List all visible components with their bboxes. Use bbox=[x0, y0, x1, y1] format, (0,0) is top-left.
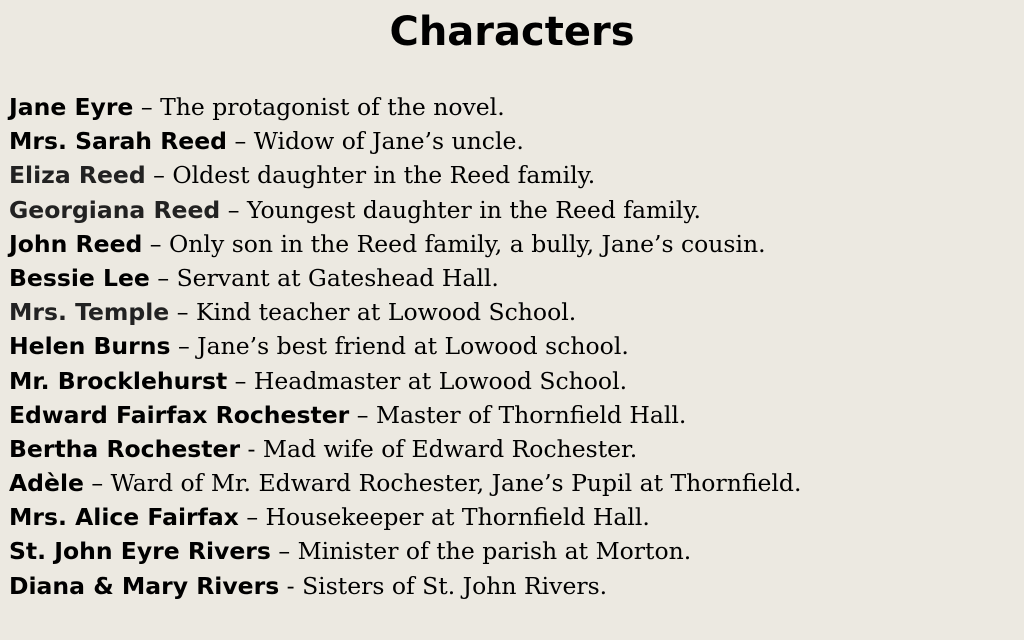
slide-title: Characters bbox=[389, 9, 635, 55]
character-description: Mad wife of Edward Rochester. bbox=[262, 434, 638, 463]
separator: – bbox=[170, 332, 198, 361]
character-description: Jane’s best friend at Lowood school. bbox=[197, 332, 629, 361]
separator: – bbox=[220, 195, 247, 224]
separator: – bbox=[227, 127, 254, 156]
character-name: Diana & Mary Rivers bbox=[9, 571, 280, 600]
separator: – bbox=[83, 469, 111, 498]
character-name: Mrs. Alice Fairfax bbox=[9, 503, 239, 532]
separator: – bbox=[169, 298, 196, 327]
character-description: The protagonist of the novel. bbox=[160, 93, 505, 121]
separator: – bbox=[270, 537, 298, 566]
character-name: Mr. Brocklehurst bbox=[9, 366, 228, 395]
character-description: Kind teacher at Lowood School. bbox=[195, 298, 577, 327]
character-name: Mrs. Sarah Reed bbox=[9, 127, 228, 156]
list-item bbox=[9, 158, 801, 192]
character-name: Helen Burns bbox=[9, 332, 171, 361]
list-item bbox=[9, 432, 801, 466]
character-name: Eliza Reed bbox=[9, 161, 146, 190]
list-item bbox=[9, 398, 801, 432]
separator: - bbox=[240, 434, 263, 463]
character-name: Edward Fairfax Rochester bbox=[9, 400, 350, 429]
list-item bbox=[9, 569, 801, 603]
character-description: Servant at Gateshead Hall. bbox=[176, 263, 499, 292]
list-item bbox=[9, 329, 801, 363]
list-item bbox=[9, 466, 801, 500]
character-description: Oldest daughter in the Reed family. bbox=[172, 161, 596, 190]
list-item bbox=[9, 295, 801, 329]
list-item bbox=[9, 124, 801, 158]
separator: – bbox=[227, 366, 254, 395]
character-name: Jane Eyre bbox=[9, 93, 134, 121]
list-item bbox=[9, 90, 801, 124]
character-list bbox=[9, 90, 801, 603]
separator: – bbox=[149, 263, 177, 292]
separator: – bbox=[145, 161, 173, 190]
character-description: Only son in the Reed family, a bully, Jane’s cousin. bbox=[169, 229, 766, 258]
list-item bbox=[9, 534, 801, 568]
character-name: Bertha Rochester bbox=[9, 434, 241, 463]
separator: – bbox=[238, 503, 266, 532]
character-description: Youngest daughter in the Reed family. bbox=[246, 195, 701, 224]
character-description: Headmaster at Lowood School. bbox=[253, 366, 628, 395]
character-name: Adèle bbox=[9, 469, 84, 498]
separator: – bbox=[133, 93, 161, 121]
character-name: Bessie Lee bbox=[9, 263, 150, 292]
list-item bbox=[9, 227, 801, 261]
character-description: Minister of the parish at Morton. bbox=[297, 537, 692, 566]
character-name: St. John Eyre Rivers bbox=[9, 537, 271, 566]
character-description: Sisters of St. John Rivers. bbox=[302, 571, 608, 600]
character-name: John Reed bbox=[9, 229, 143, 258]
separator: – bbox=[349, 400, 376, 429]
list-item bbox=[9, 193, 801, 227]
character-description: Widow of Jane’s uncle. bbox=[253, 127, 524, 156]
character-name: Mrs. Temple bbox=[9, 298, 170, 327]
character-description: Housekeeper at Thornfield Hall. bbox=[265, 503, 650, 532]
list-item bbox=[9, 500, 801, 534]
separator: - bbox=[279, 571, 303, 600]
character-description: Ward of Mr. Edward Rochester, Jane’s Pupil at Thornfield. bbox=[110, 469, 802, 498]
separator: – bbox=[142, 229, 170, 258]
character-name: Georgiana Reed bbox=[9, 195, 221, 224]
character-description: Master of Thornfield Hall. bbox=[375, 400, 687, 429]
list-item bbox=[9, 364, 801, 398]
list-item bbox=[9, 261, 801, 295]
